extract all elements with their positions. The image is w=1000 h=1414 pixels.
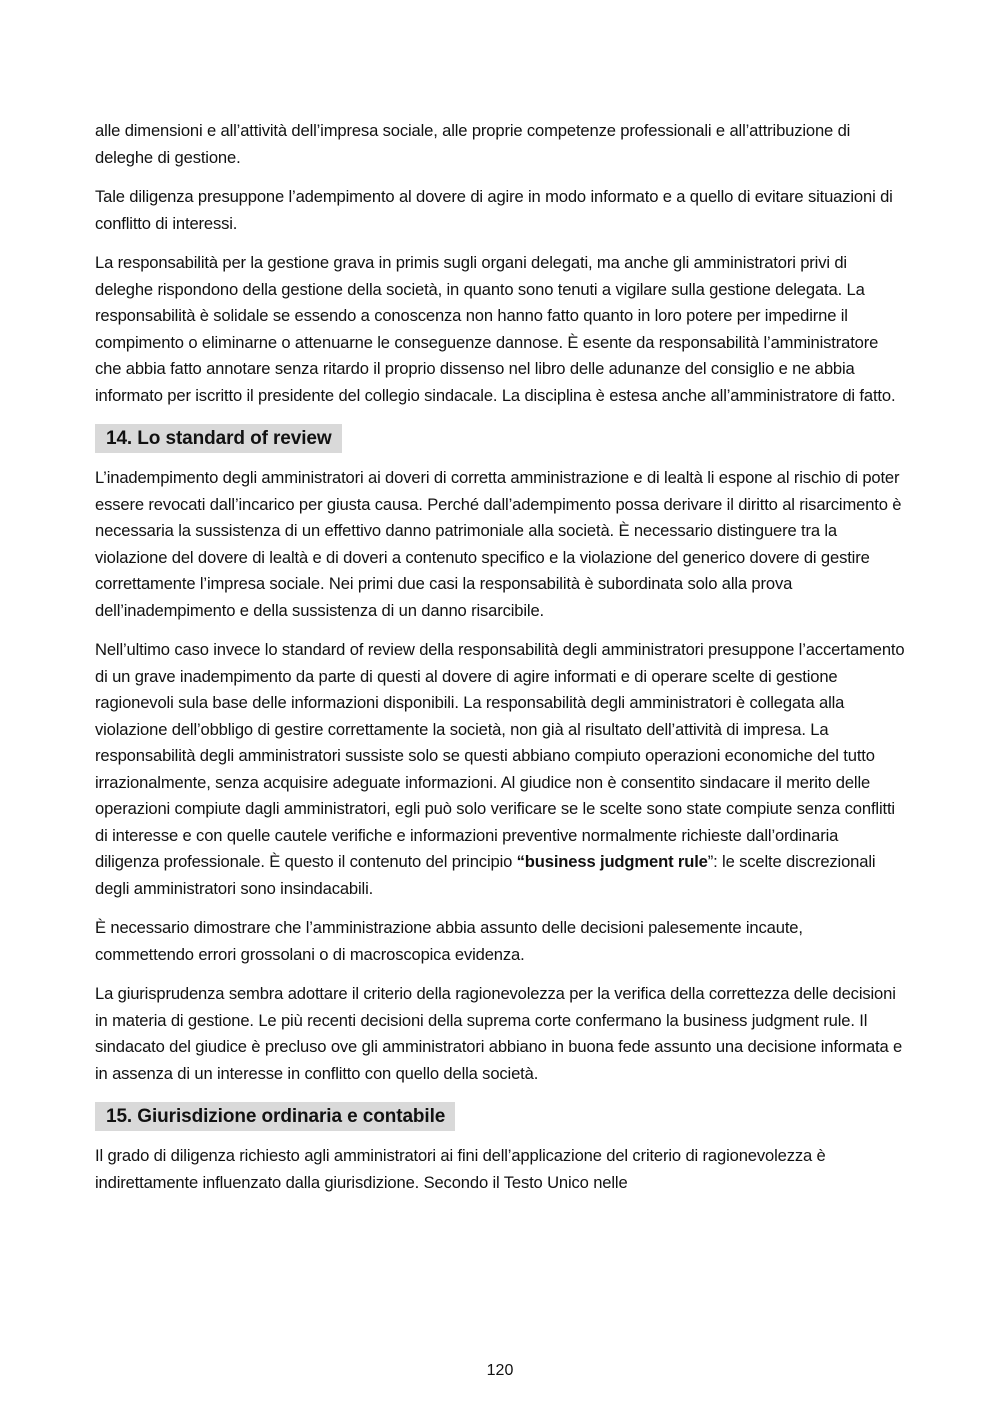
section-heading-14: 14. Lo standard of review [95,424,342,453]
section-heading-15: 15. Giurisdizione ordinaria e contabile [95,1102,455,1131]
paragraph: È necessario dimostrare che l’amministrazione abbia assunto delle decisioni palesemente incaute, commettendo errori grossolani o di macroscopica evidenza. [95,918,803,964]
paragraph: La responsabilità per la gestione grava in primis sugli organi delegati, ma anche gli amministratori privi di deleghe rispondono della gestione della società, in quanto sono tenuti a vigilare sulla gestione delegata. La responsabilità è solidale se essendo a conoscenza non hanno fatto quanto in loro potere per impedirne il compimento o eliminarne o attenuarne le conseguenze dannose. È esente da responsabilità l’amministratore che abbia fatto annotare senza ritardo il proprio dissenso nel libro delle adunanze del consiglio e ne abbia informato per iscritto il presidente del collegio sindacale. La disciplina è estesa anche all’amministratore di fatto. [95,253,896,405]
paragraph-text: ”: le scelte discrezionali degli amministratori sono insindacabili. [95,852,876,898]
paragraph-text: Nell’ultimo caso invece lo standard of review della responsabilità degli amministratori presuppone l’accertamento di un grave inadempimento da parte di questi al dovere di agire informati e di operare scelte di gestione ragionevoli sula base delle informazioni disponibili. La responsabilità degli amministratori è collegata alla violazione dell’obbligo di gestire correttamente la società, non già al risultato dell’attività di impresa. La responsabilità degli amministratori sussiste solo se questi abbiano compiuto operazioni economiche del tutto irrazionalmente, senza acquisire adeguate informazioni. Al giudice non è consentito sindacare il merito delle operazioni compiute dagli amministratori, egli può solo verificare se le scelte sono state compiute senza conflitti di interesse e con quelle cautele verifiche e informazioni preventive normalmente richieste dall’ordinaria diligenza professionale. È questo il contenuto del principio [95,640,905,871]
bold-term: “business judgment rule [516,852,708,871]
section-heading-wrapper [95,422,905,465]
paragraph: Tale diligenza presuppone l’adempimento al dovere di agire in modo informato e a quello di evitare situazioni di conflitto di interessi. [95,187,893,233]
paragraph: alle dimensioni e all’attività dell’impresa sociale, alle proprie competenze professionali e all’attribuzione di deleghe di gestione. [95,121,851,167]
page-number: 120 [486,1362,514,1379]
paragraph: L’inadempimento degli amministratori ai doveri di corretta amministrazione e di lealtà li espone al rischio di poter essere revocati dall’incarico per giusta causa. Perché dall’adempimento possa derivare il diritto al risarcimento è necessaria la sussistenza di un effettivo danno patrimoniale alla società. È necessario distinguere tra la violazione del dovere di lealtà e di doveri a contenuto specifico e la violazione del generico dovere di gestire correttamente l’impresa sociale. Nei primi due casi la responsabilità è subordinata solo alla prova dell’inadempimento e della sussistenza di un danno risarcibile. [95,468,902,620]
paragraph: La giurisprudenza sembra adottare il criterio della ragionevolezza per la verifica della correttezza delle decisioni in materia di gestione. Le più recenti decisioni della suprema corte confermano la business judgment rule. Il sindacato del giudice è precluso ove gli amministratori abbiano in buona fede assunto una decisione informata e in assenza di un interesse in conflitto con quello della società. [95,984,903,1083]
paragraph [95,637,905,902]
paragraph: Il grado di diligenza richiesto agli amministratori ai fini dell’applicazione del criterio di ragionevolezza è indirettamente influenzato dalla giurisdizione. Secondo il Testo Unico nelle [95,1146,826,1192]
document-page [95,118,905,1209]
section-heading-wrapper [95,1100,905,1143]
